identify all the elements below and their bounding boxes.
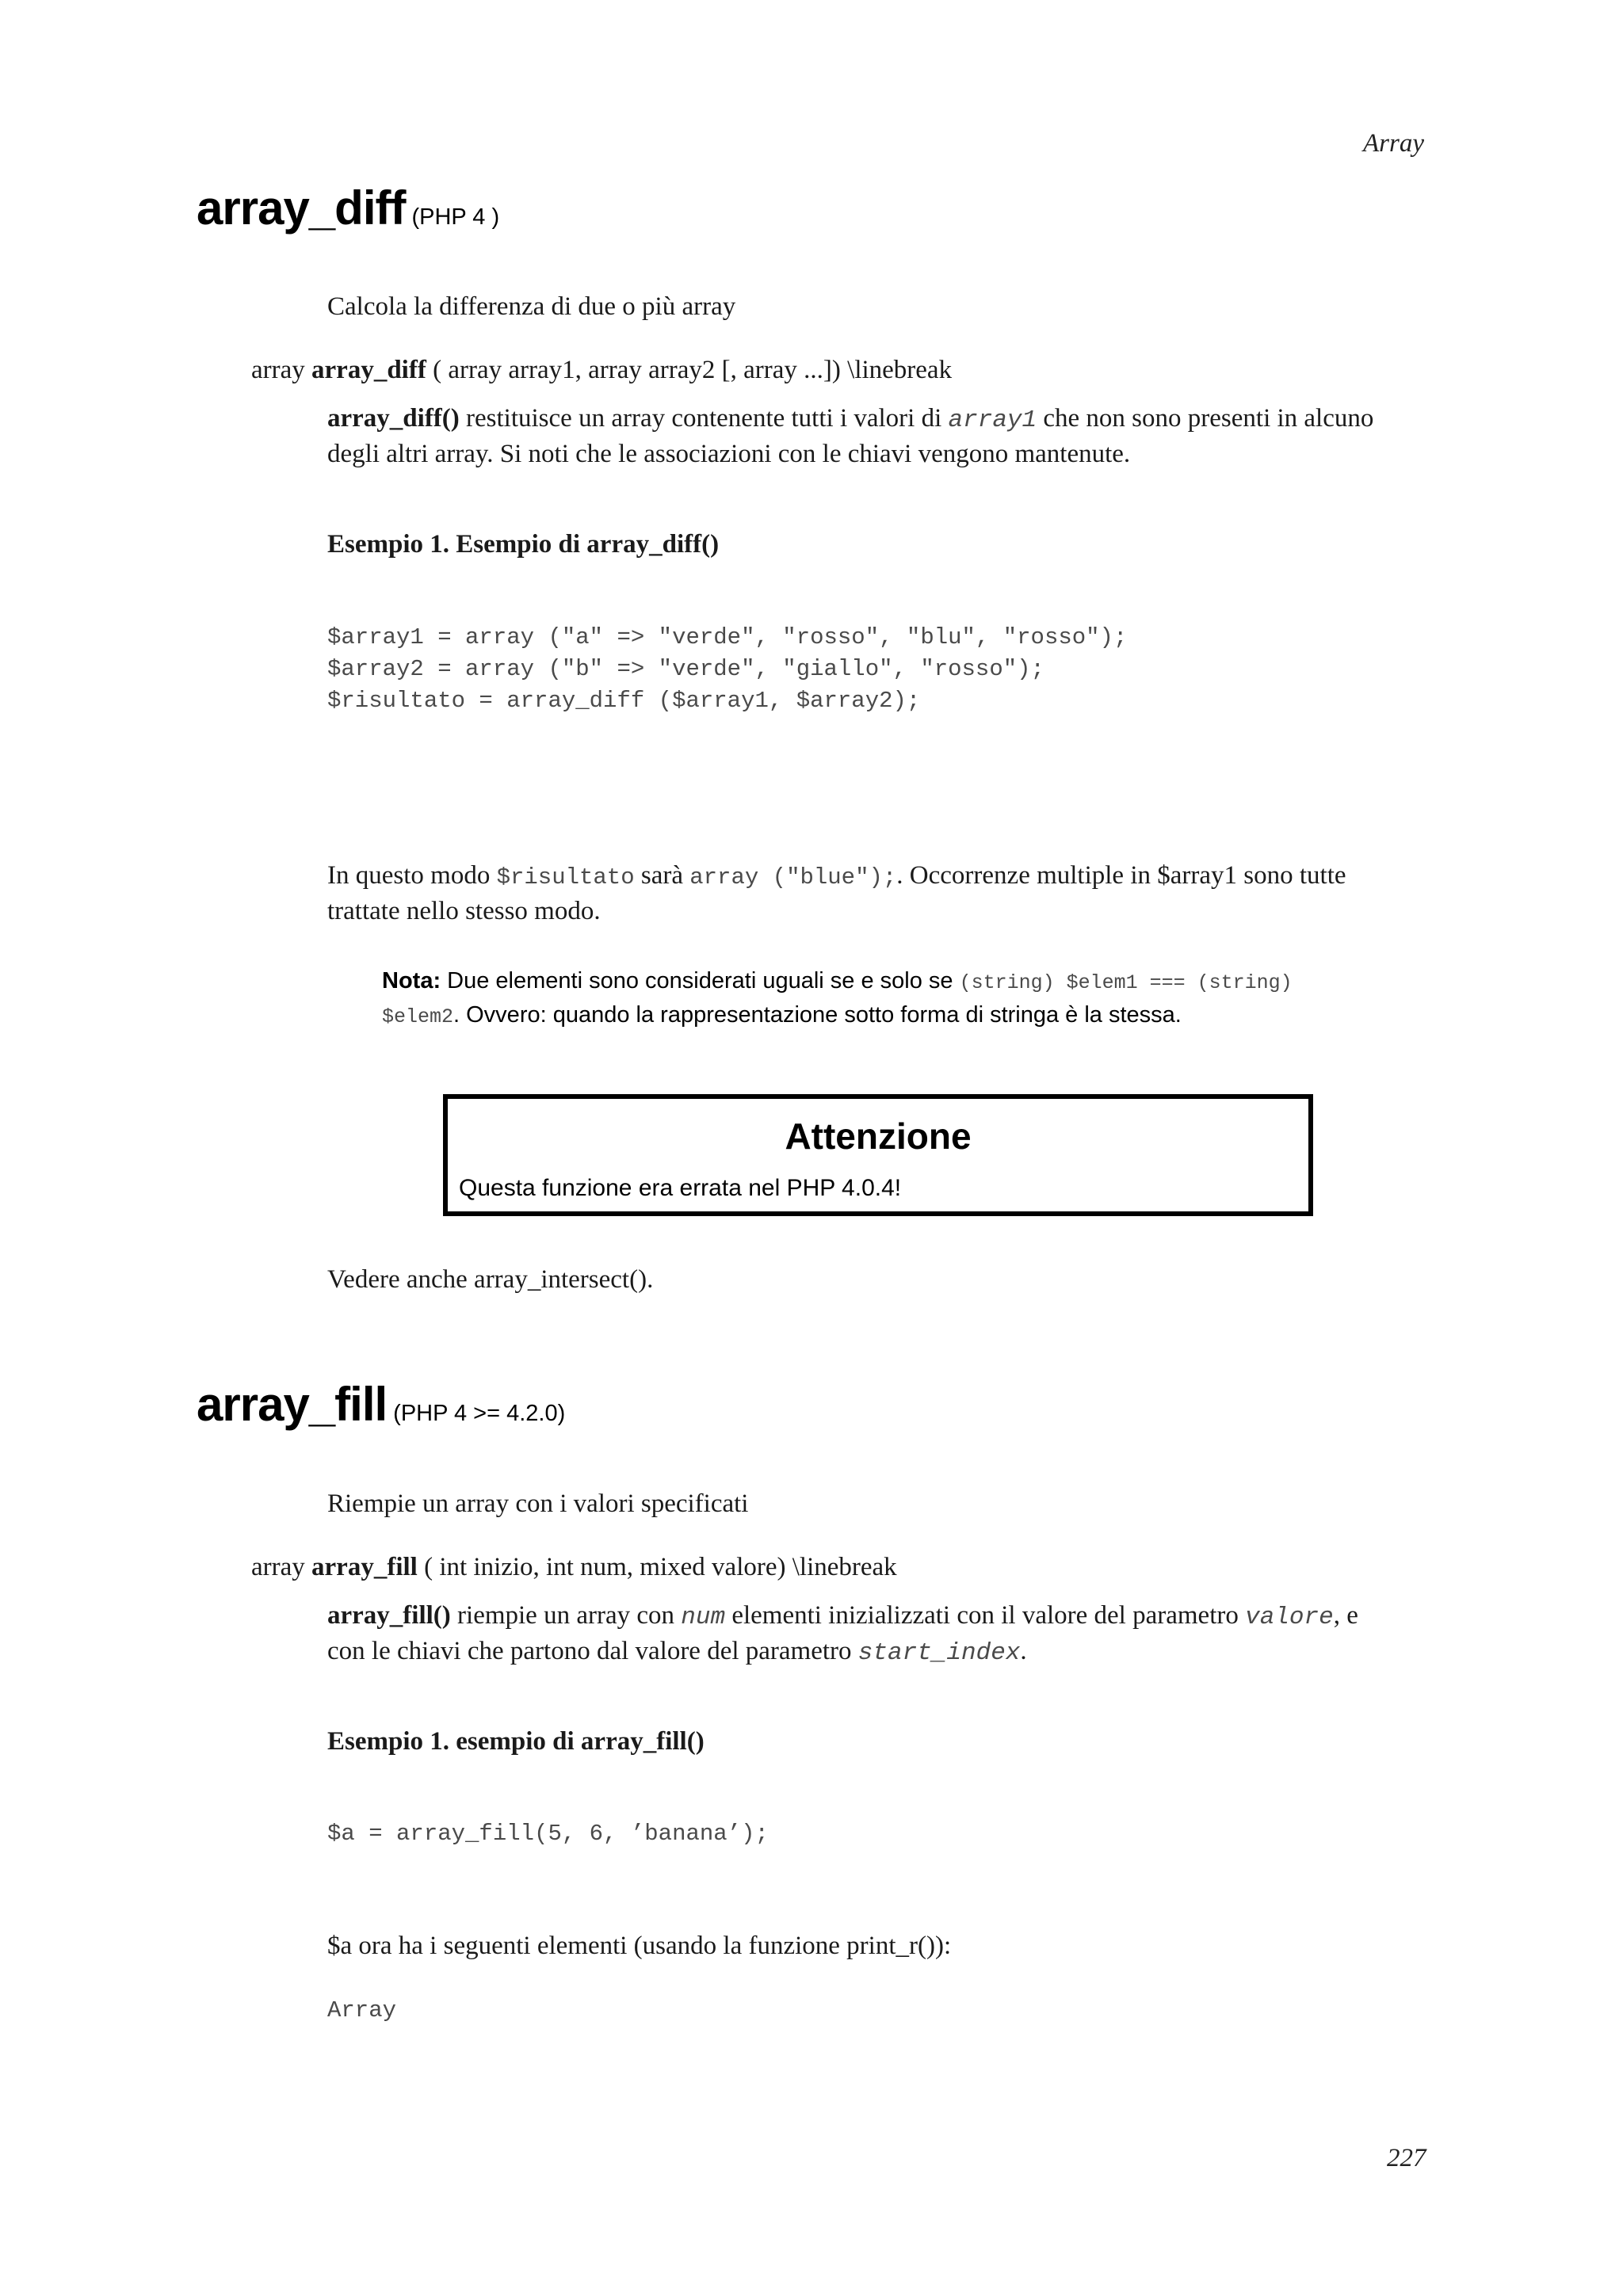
see-also: Vedere anche array_intersect(). [327, 1265, 654, 1294]
description-text: . [1020, 1637, 1027, 1665]
warning-text: Questa funzione era errata nel PHP 4.0.4! [459, 1175, 902, 1201]
note-label: Nota: [382, 968, 441, 994]
synopsis-function-name: array_diff [311, 356, 426, 384]
warning-title: Attenzione [785, 1116, 972, 1157]
function-purpose: Calcola la differenza di due o più array [327, 292, 736, 321]
description-text: riempie un array con [450, 1601, 682, 1630]
parameter-name: start_index [857, 1639, 1021, 1667]
note-block [382, 965, 1396, 1033]
result-text: . Occorrenze multiple in $array1 sono tutte [896, 861, 1346, 890]
return-type: array [251, 1553, 305, 1581]
function-version: (PHP 4 >= 4.2.0) [393, 1401, 566, 1426]
synopsis-function-name: array_fill [311, 1553, 418, 1581]
synopsis-params: ( array array1, array array2 [, array ...]) \linebreak [433, 356, 953, 384]
inline-code: $elem2 [382, 1005, 454, 1028]
section-heading-array-diff [197, 181, 499, 235]
output-description: $a ora ha i seguenti elementi (usando la funzione print_r()): [327, 1932, 952, 1960]
description-line-2 [327, 1633, 1027, 1672]
result-text: sarà [634, 861, 690, 890]
page-number: 227 [1387, 2144, 1426, 2172]
description-text: restituisce un array contenente tutti i valori di [459, 404, 949, 433]
parameter-name: array1 [948, 406, 1037, 434]
warning-box [443, 1094, 1313, 1216]
output-code-line: Array [327, 1997, 397, 2023]
description-line-1 [327, 1597, 1358, 1636]
code-block [327, 622, 1127, 717]
function-synopsis [251, 352, 952, 388]
inline-code: array ("blue"); [689, 864, 897, 891]
description-text: elementi inizializzati con il valore del parametro [725, 1601, 1246, 1630]
synopsis-params: ( int inizio, int num, mixed valore) \linebreak [424, 1553, 897, 1581]
description-text: con le chiavi che partono dal valore del parametro [327, 1637, 858, 1665]
note-text: Due elementi sono considerati uguali se e solo se [441, 968, 960, 994]
result-line-1 [327, 857, 1346, 896]
description-text: , e [1333, 1601, 1358, 1630]
inline-code: $risultato [496, 864, 635, 891]
description-function-name: array_fill() [327, 1601, 451, 1630]
running-header: Array [1363, 129, 1424, 158]
section-heading-array-fill [197, 1377, 565, 1432]
function-version: (PHP 4 ) [411, 204, 500, 230]
parameter-name: num [681, 1604, 726, 1631]
inline-code: (string) $elem1 === (string) [959, 971, 1293, 994]
code-line: $array1 = array ("a" => "verde", "rosso", "blu", "rosso"); [327, 624, 1128, 650]
code-line: $risultato = array_diff ($array1, $array2); [327, 688, 921, 714]
result-text: In questo modo [327, 861, 497, 890]
function-synopsis [251, 1549, 897, 1585]
code-line: $a = array_fill(5, 6, ’banana’); [327, 1821, 769, 1847]
description-line-2: degli altri array. Si noti che le associazioni con le chiavi vengono mantenute. [327, 440, 1131, 468]
function-title: array_diff [197, 181, 406, 235]
function-title: array_fill [197, 1378, 388, 1431]
example-title: Esempio 1. Esempio di array_diff() [327, 530, 720, 559]
description-line-1 [327, 400, 1373, 439]
result-line-2: trattate nello stesso modo. [327, 897, 601, 925]
note-text: . Ovvero: quando la rappresentazione sotto forma di stringa è la stessa. [453, 1002, 1182, 1028]
parameter-name: valore [1245, 1604, 1334, 1631]
function-purpose: Riempie un array con i valori specificati [327, 1489, 749, 1518]
example-title: Esempio 1. esempio di array_fill() [327, 1727, 705, 1756]
description-function-name: array_diff() [327, 404, 460, 433]
code-line: $array2 = array ("b" => "verde", "giallo", "rosso"); [327, 656, 1044, 682]
description-text: che non sono presenti in alcuno [1037, 404, 1374, 433]
return-type: array [251, 356, 305, 384]
